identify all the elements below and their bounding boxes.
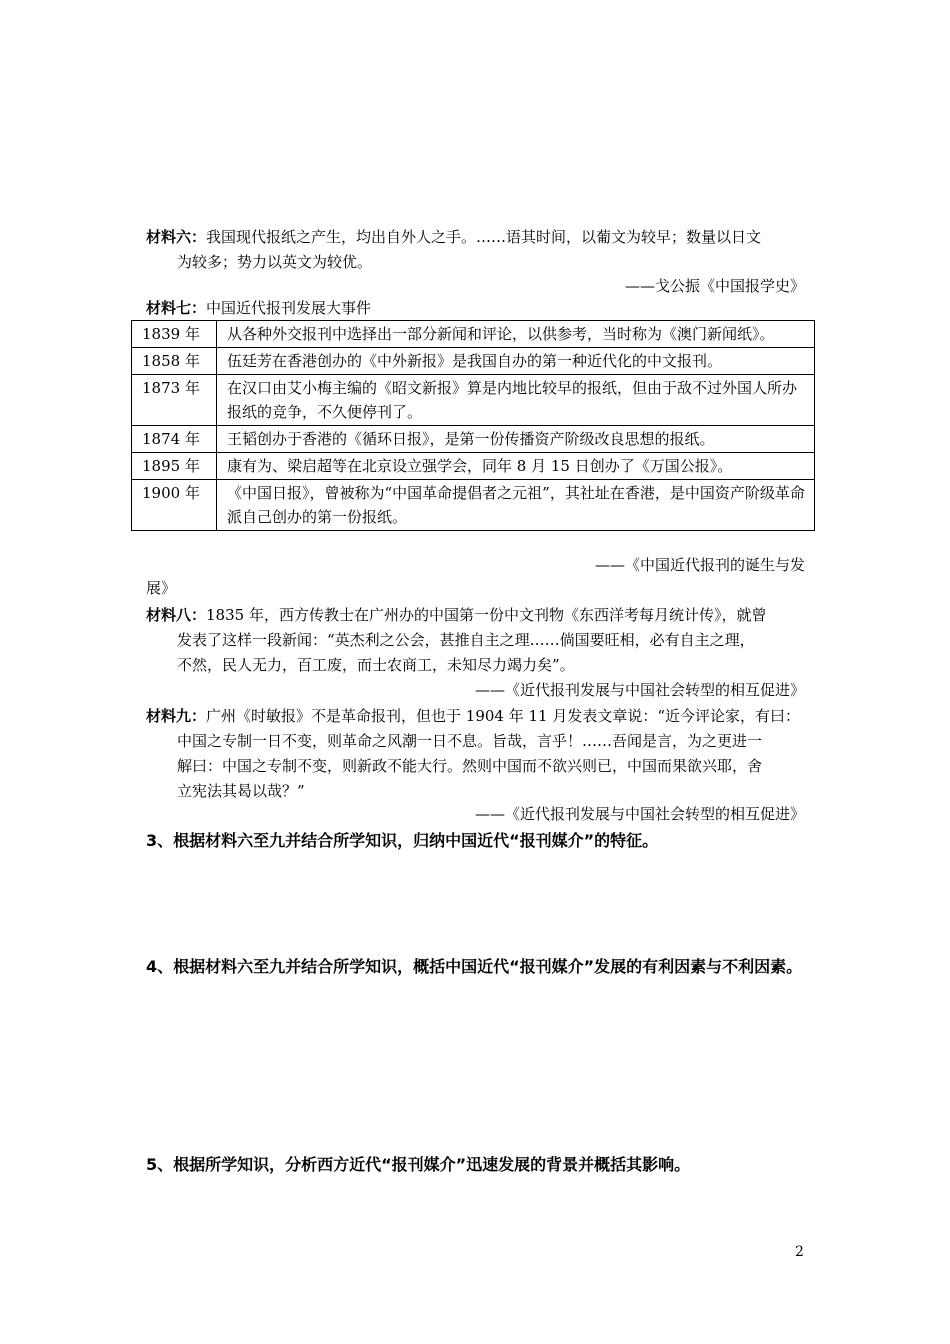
event-cell: 从各种外交报刊中选择出一部分新闻和评论，以供参考，当时称为《澳门新闻纸》。 <box>217 321 815 348</box>
material-8-source: ——《近代报刊发展与中国社会转型的相互促进》 <box>474 681 805 699</box>
material-7-title: 中国近代报刊发展大事件 <box>206 299 372 317</box>
material-8-text-1: 1835 年，西方传教士在广州办的中国第一份中文刊物《东西洋考每月统计传》，就曾 <box>206 606 767 624</box>
material-6-line-1 <box>146 225 826 250</box>
year-cell: 1839 年 <box>132 321 217 348</box>
event-cell: 王韬创办于香港的《循环日报》，是第一份传播资产阶级改良思想的报纸。 <box>217 426 815 453</box>
material-7-label: 材料七： <box>146 299 207 317</box>
material-9 <box>146 704 826 804</box>
year-cell: 1900 年 <box>132 480 217 531</box>
event-cell: 伍廷芳在香港创办的《中外新报》是我国自办的第一种近代化的中文报刊。 <box>217 348 815 375</box>
table-row <box>132 375 815 426</box>
material-6-source: ——戈公振《中国报学史》 <box>624 277 805 295</box>
question-3: 3、根据材料六至九并结合所学知识，归纳中国近代“报刊媒介”的特征。 <box>146 831 659 850</box>
material-9-line-1 <box>146 704 826 729</box>
table-row <box>132 426 815 453</box>
material-9-source: ——《近代报刊发展与中国社会转型的相互促进》 <box>474 805 805 823</box>
question-5: 5、根据所学知识，分析西方近代“报刊媒介”迅速发展的背景并概括其影响。 <box>146 1155 691 1174</box>
table-row <box>132 348 815 375</box>
event-cell: 康有为、梁启超等在北京设立强学会，同年 8 月 15 日创办了《万国公报》。 <box>217 453 815 480</box>
question-4: 4、根据材料六至九并结合所学知识，概括中国近代“报刊媒介”发展的有利因素与不利因素。 <box>146 957 803 976</box>
table-row <box>132 321 815 348</box>
material-7-source-line-2: 展》 <box>146 579 177 597</box>
event-cell: 《中国日报》，曾被称为“中国革命提倡者之元祖”，其社址在香港，是中国资产阶级革命派自己创办的第一份报纸。 <box>217 480 815 531</box>
material-9-line-3: 解曰：中国之专制不变，则新政不能大行。然则中国而不欲兴则已，中国而果欲兴耶，舍 <box>177 757 763 775</box>
material-8 <box>146 603 826 678</box>
material-6 <box>146 225 826 275</box>
table-row <box>132 480 815 531</box>
year-cell: 1873 年 <box>132 375 217 426</box>
page-number: 2 <box>795 1244 804 1260</box>
material-6-line-2: 为较多；势力以英文为较优。 <box>177 253 373 271</box>
material-9-line-2: 中国之专制一日不变，则革命之风潮一日不息。旨哉，言乎！……吾闻是言，为之更进一 <box>177 732 763 750</box>
material-9-line-4: 立宪法其曷以哉？” <box>177 782 305 800</box>
year-cell: 1895 年 <box>132 453 217 480</box>
material-7-source-line-1: ——《中国近代报刊的诞生与发 <box>594 556 805 574</box>
material-9-text-1: 广州《时敏报》不是革命报刊，但也于 1904 年 11 月发表文章说：“近今评论家，有曰： <box>206 707 801 725</box>
material-8-line-3: 不然，民人无力，百工废，而士农商工，未知尽力竭力矣”。 <box>177 656 575 674</box>
material-8-label: 材料八： <box>146 606 207 624</box>
year-cell: 1858 年 <box>132 348 217 375</box>
event-cell: 在汉口由艾小梅主编的《昭文新报》算是内地比较早的报纸，但由于敌不过外国人所办报纸的竞争，不久便停刊了。 <box>217 375 815 426</box>
material-9-label: 材料九： <box>146 707 207 725</box>
material-8-line-1 <box>146 603 826 628</box>
events-table <box>131 320 815 531</box>
material-6-label: 材料六： <box>146 228 207 246</box>
material-6-text-1: 我国现代报纸之产生，均出自外人之手。……语其时间，以葡文为较早；数量以日文 <box>206 228 762 246</box>
material-7-heading <box>146 296 371 321</box>
table-row <box>132 453 815 480</box>
year-cell: 1874 年 <box>132 426 217 453</box>
material-8-line-2: 发表了这样一段新闻：“英杰利之公会，甚推自主之理……倘国要旺相，必有自主之理， <box>177 631 755 649</box>
